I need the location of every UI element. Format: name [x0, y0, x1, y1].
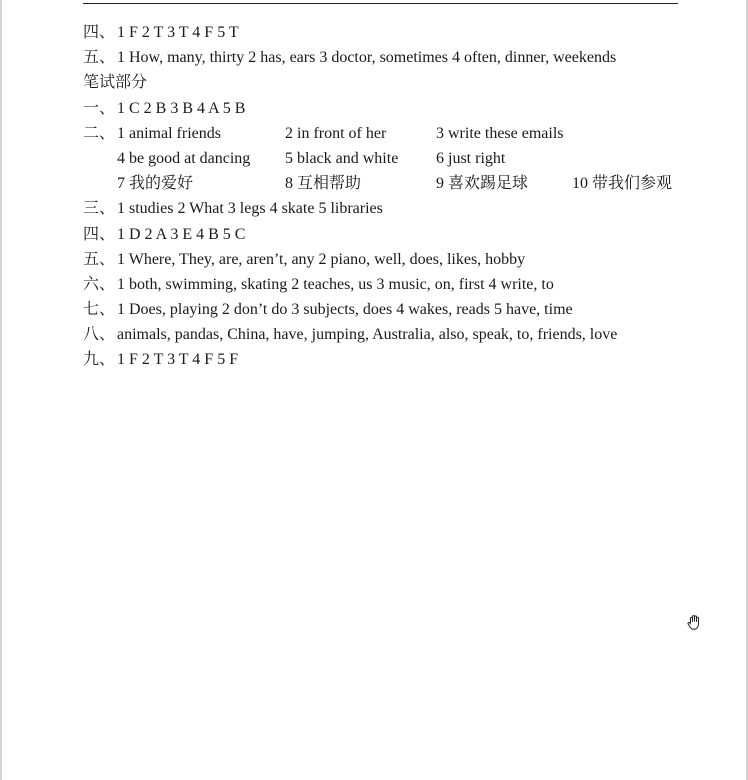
- answer-line: [83, 171, 693, 196]
- answer-text: 1 F 2 T 3 T 4 F 5 T: [117, 24, 239, 41]
- answer-line: [83, 196, 693, 221]
- answer-line: [83, 222, 693, 247]
- answer-text: 1 Where, They, are, aren’t, any 2 piano, well, does, likes, hobby: [117, 250, 526, 268]
- answer-key-text: [83, 20, 693, 373]
- answer-text: 9 喜欢踢足球: [436, 175, 529, 193]
- answer-text: 3 write these emails: [436, 124, 564, 142]
- answer-text: 1 C 2 B 3 B 4 A 5 B: [117, 99, 246, 117]
- answer-text: 1 studies 2 What 3 legs 4 skate 5 libraries: [117, 200, 383, 218]
- answer-text: animals, pandas, China, have, jumping, Australia, also, speak, to, friends, love: [117, 326, 618, 344]
- answer-text: 1 both, swimming, skating 2 teaches, us 3 music, on, first 4 write, to: [117, 275, 554, 293]
- answer-text: 7 我的爱好: [117, 175, 194, 193]
- answer-text: 2 in front of her: [285, 124, 387, 142]
- section-label: 五、: [83, 250, 116, 268]
- answer-text: 5 black and white: [285, 149, 399, 167]
- answer-line: [83, 322, 693, 347]
- written-part-heading: 笔试部分: [83, 74, 148, 92]
- section-label: 六、: [83, 275, 116, 293]
- section-heading: [83, 70, 693, 95]
- answer-text: 8 互相帮助: [285, 175, 362, 193]
- section-label: 七、: [83, 301, 116, 319]
- answer-text: 1 F 2 T 3 T 4 F 5 F: [117, 351, 239, 369]
- section-label: 九、: [83, 351, 116, 369]
- section-label: 四、: [83, 225, 116, 243]
- answer-text: 4 be good at dancing: [117, 149, 251, 167]
- section-label: 一、: [83, 99, 116, 117]
- section-label: 五、: [83, 49, 116, 67]
- answer-line: [83, 45, 693, 70]
- answer-line: [83, 347, 693, 372]
- section-label: 三、: [83, 200, 116, 218]
- section-label: 二、: [83, 124, 116, 142]
- section-label: 四、: [83, 24, 116, 41]
- answer-text: 1 How, many, thirty 2 has, ears 3 doctor, sometimes 4 often, dinner, weekends: [117, 49, 617, 67]
- answer-text: 10 带我们参观: [572, 175, 673, 193]
- section-label: 八、: [83, 326, 116, 344]
- answer-line: [83, 96, 693, 121]
- answer-line: [83, 20, 693, 45]
- answer-line: [83, 272, 693, 297]
- answer-line: [83, 247, 693, 272]
- top-divider: [83, 3, 678, 4]
- answer-text: 1 Does, playing 2 don’t do 3 subjects, does 4 wakes, reads 5 have, time: [117, 301, 573, 319]
- answer-line: [83, 121, 693, 146]
- answer-line: [83, 146, 693, 171]
- hand-grab-icon: [686, 613, 704, 631]
- answer-text: 1 D 2 A 3 E 4 B 5 C: [117, 225, 246, 243]
- page-left-edge: [0, 0, 2, 780]
- answer-text: 6 just right: [436, 149, 506, 167]
- answer-line: [83, 297, 693, 322]
- answer-text: 1 animal friends: [117, 124, 221, 142]
